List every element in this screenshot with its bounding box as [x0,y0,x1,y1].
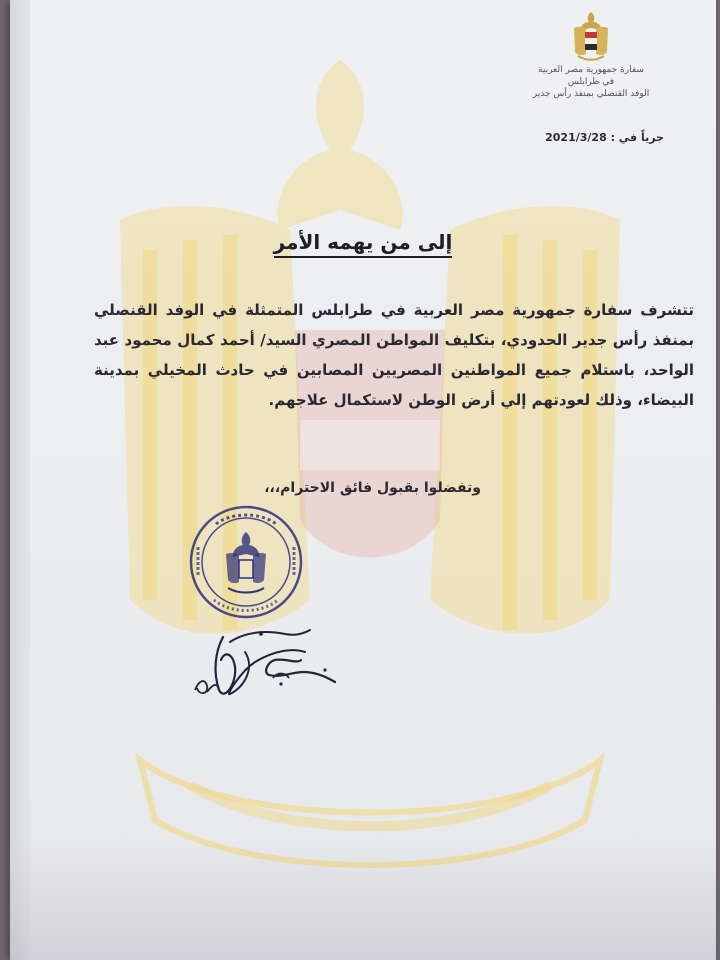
letter-title [10,230,716,254]
letter-title-text: إلى من يهمه الأمر [274,230,453,258]
letter-page [10,0,716,960]
letter-closing: وتفضلوا بقبول فائق الاحترام،،، [264,480,481,496]
page-shadow [10,840,716,960]
handwritten-signature [185,612,355,707]
egypt-eagle-emblem-icon [568,10,614,64]
letter-date: جرياً في : 2021/3/28 [545,131,664,144]
letter-body: تتشرف سفارة جمهورية مصر العربية في طرابلس المتمثلة في الوفد القنصلي بمنفذ رأس جدير الحدودي، بتكليف المواطن المصري السيد/ أحمد كمال محمود عبد الواحد، باستلام جميع المواطنين المصريين المصابين في حادث المخيلي بمدينة البيضاء، وذلك لعودتهم إلي أرض الوطن لاستكمال علاجهم. [94,301,694,409]
embassy-name-line: سفارة جمهورية مصر العربية [538,65,644,75]
official-stamp [186,502,306,622]
letterhead [516,10,666,100]
mission-line: الوفد القنصلي بمنفذ رأس جدير [532,89,650,99]
city-line: في طرابلس [567,77,615,87]
